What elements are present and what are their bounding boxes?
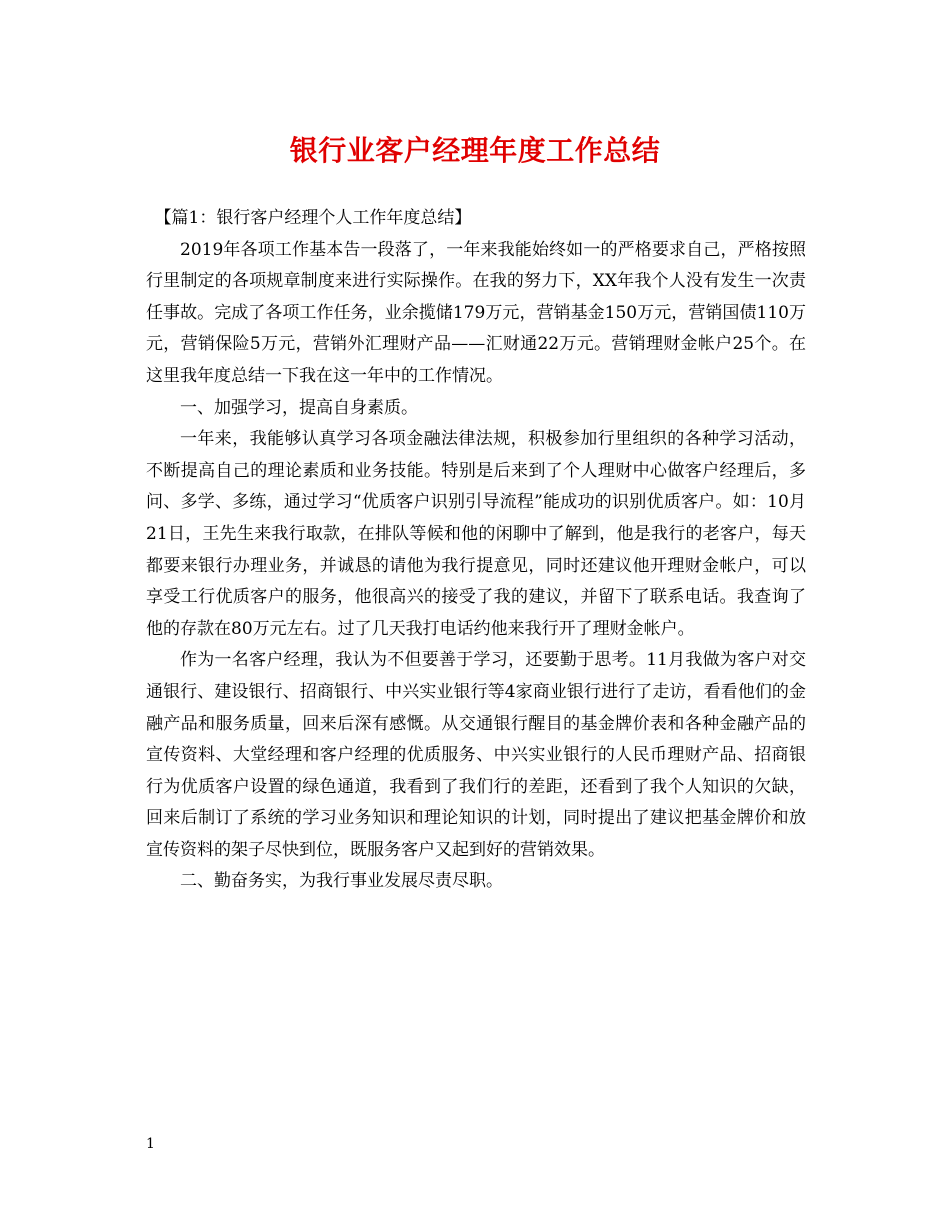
- paragraph-summary: 2019年各项工作基本告一段落了，一年来我能始终如一的严格要求自己，严格按照行里制定的各项规章制度来进行实际操作。在我的努力下，XX年我个人没有发生一次责任事故。完成了各项工作任务，业余揽储179万元，营销基金150万元，营销国债110万元，营销保险5万元，营销外汇理财产品——汇财通22万元。营销理财金帐户25个。在这里我年度总结一下我在这一年中的工作情况。: [146, 239, 806, 386]
- paragraph-thinking: 作为一名客户经理，我认为不但要善于学习，还要勤于思考。11月我做为客户对交通银行、建设银行、招商银行、中兴实业银行等4家商业银行进行了走访，看看他们的金融产品和服务质量，回来后深有感慨。从交通银行醒目的基金牌价表和各种金融产品的宣传资料、大堂经理和客户经理的优质服务、中兴实业银行的人民币理财产品、招商银行为优质客户设置的绿色通道，我看到了我们行的差距，还看到了我个人知识的欠缺，回来后制订了系统的学习业务知识和理论知识的计划，同时提出了建议把基金牌价和放宣传资料的架子尽快到位，既服务客户又起到好的营销效果。: [146, 650, 806, 860]
- page-number: 1: [146, 1136, 155, 1152]
- document-title: 银行业客户经理年度工作总结: [289, 134, 661, 167]
- heading-diligence: 二、勤奋务实，为我行事业发展尽责尽职。: [180, 871, 503, 892]
- document-body: [146, 203, 806, 898]
- section-heading: 【篇1：银行客户经理个人工作年度总结】: [154, 208, 472, 228]
- paragraph-study: 一年来，我能够认真学习各项金融法律法规，积极参加行里组织的各种学习活动，不断提高自己的理论素质和业务技能。特别是后来到了个人理财中心做客户经理后，多问、多学、多练，通过学习“优质客户识别引导流程”能成功的识别优质客户。如：10月21日，王先生来我行取款，在排队等候和他的闲聊中了解到，他是我行的老客户，每天都要来银行办理业务，并诚恳的请他为我行提意见，同时还建议他开理财金帐户，可以享受工行优质客户的服务，他很高兴的接受了我的建议，并留下了联系电话。我查询了他的存款在80万元左右。过了几天我打电话约他来我行开了理财金帐户。: [146, 429, 806, 639]
- heading-study: 一、加强学习，提高自身素质。: [180, 397, 418, 418]
